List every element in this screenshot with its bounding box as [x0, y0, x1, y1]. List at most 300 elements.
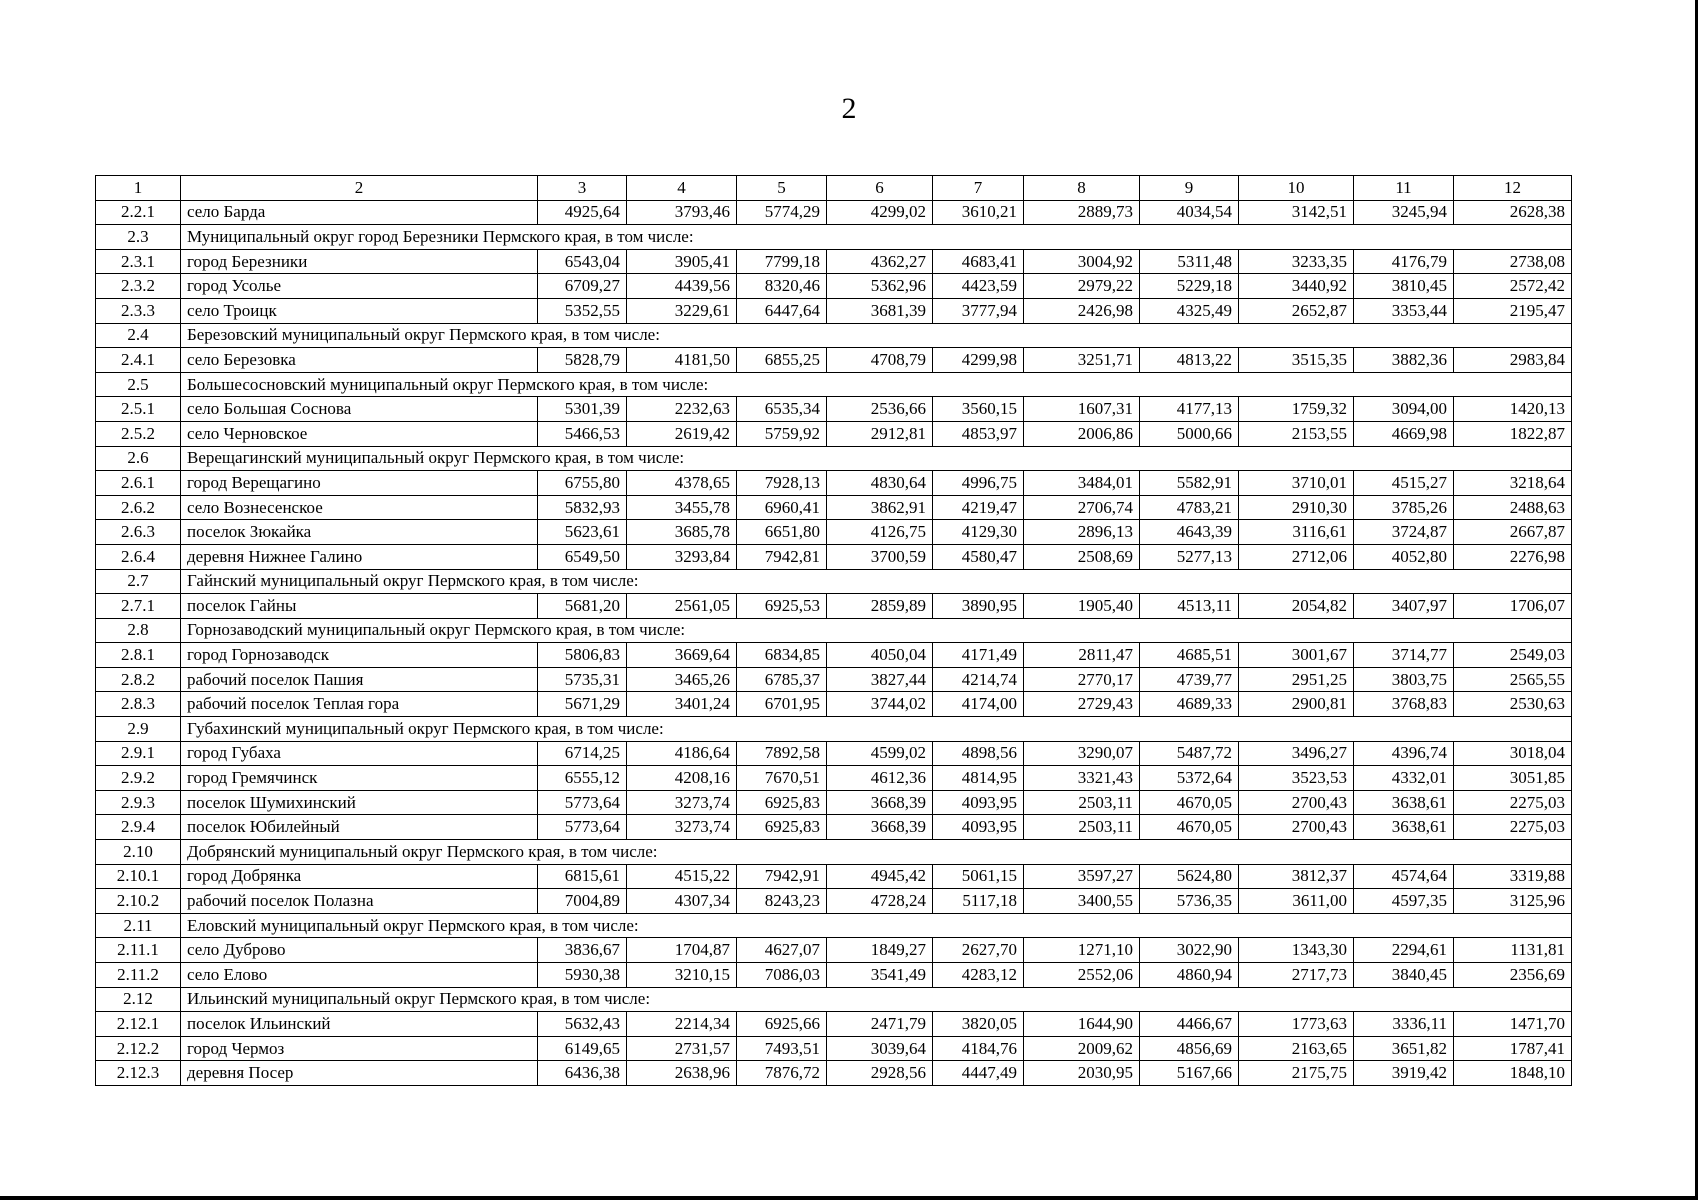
- value-cell: 2276,98: [1454, 544, 1572, 569]
- value-cell: 2667,87: [1454, 520, 1572, 545]
- value-cell: 2700,43: [1239, 815, 1354, 840]
- row-number: 2.10: [96, 840, 181, 865]
- value-cell: 4670,05: [1140, 815, 1239, 840]
- header-cell: 1: [96, 176, 181, 201]
- value-cell: 4515,27: [1354, 471, 1454, 496]
- settlement-name: поселок Гайны: [181, 594, 538, 619]
- value-cell: 2572,42: [1454, 274, 1572, 299]
- value-cell: 3840,45: [1354, 963, 1454, 988]
- value-cell: 3890,95: [933, 594, 1024, 619]
- header-cell: 10: [1239, 176, 1354, 201]
- value-cell: 4925,64: [538, 200, 627, 225]
- value-cell: 3233,35: [1239, 249, 1354, 274]
- value-cell: 2508,69: [1024, 544, 1140, 569]
- value-cell: 4860,94: [1140, 963, 1239, 988]
- value-cell: 1905,40: [1024, 594, 1140, 619]
- value-cell: 5828,79: [538, 348, 627, 373]
- table-row: [96, 815, 1572, 840]
- value-cell: 6925,66: [737, 1012, 827, 1037]
- value-cell: 3700,59: [827, 544, 933, 569]
- value-cell: 3039,64: [827, 1036, 933, 1061]
- value-cell: 3273,74: [627, 815, 737, 840]
- value-cell: 3001,67: [1239, 643, 1354, 668]
- table-group-row: [96, 618, 1572, 643]
- value-cell: 2627,70: [933, 938, 1024, 963]
- value-cell: 4423,59: [933, 274, 1024, 299]
- value-cell: 7493,51: [737, 1036, 827, 1061]
- value-cell: 3597,27: [1024, 864, 1140, 889]
- value-cell: 2889,73: [1024, 200, 1140, 225]
- row-number: 2.7.1: [96, 594, 181, 619]
- value-cell: 2530,63: [1454, 692, 1572, 717]
- row-number: 2.10.1: [96, 864, 181, 889]
- value-cell: 4052,80: [1354, 544, 1454, 569]
- value-cell: 3862,91: [827, 495, 933, 520]
- value-cell: 3669,64: [627, 643, 737, 668]
- value-cell: 2912,81: [827, 421, 933, 446]
- value-cell: 5759,92: [737, 421, 827, 446]
- value-cell: 6785,37: [737, 667, 827, 692]
- value-cell: 4181,50: [627, 348, 737, 373]
- value-cell: 7086,03: [737, 963, 827, 988]
- group-title: Добрянский муниципальный округ Пермского края, в том числе:: [181, 840, 1572, 865]
- value-cell: 2738,08: [1454, 249, 1572, 274]
- value-cell: 3681,39: [827, 298, 933, 323]
- value-cell: 6543,04: [538, 249, 627, 274]
- value-cell: 3321,43: [1024, 766, 1140, 791]
- value-cell: 3714,77: [1354, 643, 1454, 668]
- settlement-name: город Гремячинск: [181, 766, 538, 791]
- value-cell: 5735,31: [538, 667, 627, 692]
- group-title: Губахинский муниципальный округ Пермского края, в том числе:: [181, 717, 1572, 742]
- value-cell: 2652,87: [1239, 298, 1354, 323]
- value-cell: 2700,43: [1239, 790, 1354, 815]
- value-cell: 3836,67: [538, 938, 627, 963]
- value-cell: 3638,61: [1354, 815, 1454, 840]
- value-cell: 4683,41: [933, 249, 1024, 274]
- value-cell: 2030,95: [1024, 1061, 1140, 1086]
- value-cell: 3210,15: [627, 963, 737, 988]
- value-cell: 1271,10: [1024, 938, 1140, 963]
- settlement-name: село Черновское: [181, 421, 538, 446]
- value-cell: 4093,95: [933, 815, 1024, 840]
- value-cell: 4208,16: [627, 766, 737, 791]
- value-cell: 4126,75: [827, 520, 933, 545]
- settlement-name: село Барда: [181, 200, 538, 225]
- group-title: Гайнский муниципальный округ Пермского края, в том числе:: [181, 569, 1572, 594]
- value-cell: 4171,49: [933, 643, 1024, 668]
- value-cell: 1848,10: [1454, 1061, 1572, 1086]
- value-cell: 3465,26: [627, 667, 737, 692]
- value-cell: 4669,98: [1354, 421, 1454, 446]
- value-cell: 4214,74: [933, 667, 1024, 692]
- row-number: 2.6.4: [96, 544, 181, 569]
- value-cell: 3710,01: [1239, 471, 1354, 496]
- value-cell: 3251,71: [1024, 348, 1140, 373]
- value-cell: 2163,65: [1239, 1036, 1354, 1061]
- value-cell: 3668,39: [827, 790, 933, 815]
- value-cell: 2770,17: [1024, 667, 1140, 692]
- value-cell: 4299,02: [827, 200, 933, 225]
- value-cell: 6834,85: [737, 643, 827, 668]
- value-cell: 2561,05: [627, 594, 737, 619]
- value-cell: 4739,77: [1140, 667, 1239, 692]
- header-cell: 8: [1024, 176, 1140, 201]
- table-body: [96, 176, 1572, 1086]
- table-row: [96, 495, 1572, 520]
- value-cell: 3803,75: [1354, 667, 1454, 692]
- value-cell: 5372,64: [1140, 766, 1239, 791]
- value-cell: 3142,51: [1239, 200, 1354, 225]
- value-cell: 4034,54: [1140, 200, 1239, 225]
- row-number: 2.6.1: [96, 471, 181, 496]
- value-cell: 4783,21: [1140, 495, 1239, 520]
- value-cell: 2549,03: [1454, 643, 1572, 668]
- value-cell: 2628,38: [1454, 200, 1572, 225]
- value-cell: 4299,98: [933, 348, 1024, 373]
- value-cell: 2619,42: [627, 421, 737, 446]
- row-number: 2.2.1: [96, 200, 181, 225]
- table-row: [96, 963, 1572, 988]
- value-cell: 4627,07: [737, 938, 827, 963]
- value-cell: 4856,69: [1140, 1036, 1239, 1061]
- value-cell: 3820,05: [933, 1012, 1024, 1037]
- row-number: 2.12: [96, 987, 181, 1012]
- value-cell: 2488,63: [1454, 495, 1572, 520]
- value-cell: 3496,27: [1239, 741, 1354, 766]
- value-cell: 3744,02: [827, 692, 933, 717]
- value-cell: 4050,04: [827, 643, 933, 668]
- table-row: [96, 790, 1572, 815]
- settlement-name: город Губаха: [181, 741, 538, 766]
- row-number: 2.9: [96, 717, 181, 742]
- value-cell: 6555,12: [538, 766, 627, 791]
- value-cell: 6651,80: [737, 520, 827, 545]
- value-cell: 4129,30: [933, 520, 1024, 545]
- value-cell: 3827,44: [827, 667, 933, 692]
- value-cell: 2153,55: [1239, 421, 1354, 446]
- value-cell: 2811,47: [1024, 643, 1140, 668]
- row-number: 2.8.2: [96, 667, 181, 692]
- value-cell: 3882,36: [1354, 348, 1454, 373]
- value-cell: 1471,70: [1454, 1012, 1572, 1037]
- value-cell: 2731,57: [627, 1036, 737, 1061]
- header-cell: 7: [933, 176, 1024, 201]
- settlement-name: село Большая Соснова: [181, 397, 538, 422]
- value-cell: 3407,97: [1354, 594, 1454, 619]
- value-cell: 1644,90: [1024, 1012, 1140, 1037]
- header-cell: 12: [1454, 176, 1572, 201]
- value-cell: 5352,55: [538, 298, 627, 323]
- row-number: 2.8: [96, 618, 181, 643]
- value-cell: 2275,03: [1454, 790, 1572, 815]
- value-cell: 3560,15: [933, 397, 1024, 422]
- value-cell: 2896,13: [1024, 520, 1140, 545]
- table-row: [96, 249, 1572, 274]
- value-cell: 6549,50: [538, 544, 627, 569]
- value-cell: 4332,01: [1354, 766, 1454, 791]
- row-number: 2.3.1: [96, 249, 181, 274]
- value-cell: 3400,55: [1024, 889, 1140, 914]
- value-cell: 4689,33: [1140, 692, 1239, 717]
- value-cell: 4574,64: [1354, 864, 1454, 889]
- header-cell: 4: [627, 176, 737, 201]
- value-cell: 5806,83: [538, 643, 627, 668]
- table-row: [96, 471, 1572, 496]
- value-cell: 1773,63: [1239, 1012, 1354, 1037]
- table-row: [96, 938, 1572, 963]
- header-cell: 11: [1354, 176, 1454, 201]
- value-cell: 4853,97: [933, 421, 1024, 446]
- value-cell: 2951,25: [1239, 667, 1354, 692]
- header-cell: 5: [737, 176, 827, 201]
- value-cell: 6855,25: [737, 348, 827, 373]
- value-cell: 4708,79: [827, 348, 933, 373]
- value-cell: 5773,64: [538, 790, 627, 815]
- group-title: Горнозаводский муниципальный округ Пермского края, в том числе:: [181, 618, 1572, 643]
- value-cell: 3455,78: [627, 495, 737, 520]
- value-cell: 2859,89: [827, 594, 933, 619]
- value-cell: 2054,82: [1239, 594, 1354, 619]
- value-cell: 3919,42: [1354, 1061, 1454, 1086]
- value-cell: 4515,22: [627, 864, 737, 889]
- table-row: [96, 1061, 1572, 1086]
- settlement-name: село Троицк: [181, 298, 538, 323]
- settlement-name: поселок Зюкайка: [181, 520, 538, 545]
- value-cell: 1822,87: [1454, 421, 1572, 446]
- value-cell: 2552,06: [1024, 963, 1140, 988]
- value-cell: 2638,96: [627, 1061, 737, 1086]
- value-cell: 4599,02: [827, 741, 933, 766]
- value-cell: 7670,51: [737, 766, 827, 791]
- settlement-name: город Верещагино: [181, 471, 538, 496]
- value-cell: 5773,64: [538, 815, 627, 840]
- value-cell: 6447,64: [737, 298, 827, 323]
- value-cell: 3523,53: [1239, 766, 1354, 791]
- table-header-row: [96, 176, 1572, 201]
- settlement-name: город Усолье: [181, 274, 538, 299]
- settlement-name: рабочий поселок Полазна: [181, 889, 538, 914]
- value-cell: 4447,49: [933, 1061, 1024, 1086]
- table-row: [96, 348, 1572, 373]
- value-cell: 2900,81: [1239, 692, 1354, 717]
- table-row: [96, 1036, 1572, 1061]
- value-cell: 1706,07: [1454, 594, 1572, 619]
- value-cell: 7928,13: [737, 471, 827, 496]
- table-group-row: [96, 569, 1572, 594]
- table-row: [96, 766, 1572, 791]
- value-cell: 6815,61: [538, 864, 627, 889]
- table-row: [96, 692, 1572, 717]
- value-cell: 3440,92: [1239, 274, 1354, 299]
- row-number: 2.6: [96, 446, 181, 471]
- value-cell: 5624,80: [1140, 864, 1239, 889]
- value-cell: 2503,11: [1024, 790, 1140, 815]
- value-cell: 4439,56: [627, 274, 737, 299]
- value-cell: 4307,34: [627, 889, 737, 914]
- value-cell: 3290,07: [1024, 741, 1140, 766]
- value-cell: 4945,42: [827, 864, 933, 889]
- value-cell: 4176,79: [1354, 249, 1454, 274]
- settlement-name: поселок Ильинский: [181, 1012, 538, 1037]
- group-title: Верещагинский муниципальный округ Пермского края, в том числе:: [181, 446, 1572, 471]
- settlement-name: рабочий поселок Теплая гора: [181, 692, 538, 717]
- value-cell: 3484,01: [1024, 471, 1140, 496]
- settlement-name: деревня Нижнее Галино: [181, 544, 538, 569]
- value-cell: 6714,25: [538, 741, 627, 766]
- value-cell: 2232,63: [627, 397, 737, 422]
- value-cell: 8320,46: [737, 274, 827, 299]
- group-title: Еловский муниципальный округ Пермского края, в том числе:: [181, 913, 1572, 938]
- value-cell: 3319,88: [1454, 864, 1572, 889]
- value-cell: 2356,69: [1454, 963, 1572, 988]
- settlement-name: село Вознесенское: [181, 495, 538, 520]
- table-group-row: [96, 913, 1572, 938]
- value-cell: 3004,92: [1024, 249, 1140, 274]
- table-row: [96, 298, 1572, 323]
- table-row: [96, 864, 1572, 889]
- table-group-row: [96, 717, 1572, 742]
- table-row: [96, 1012, 1572, 1037]
- value-cell: 3812,37: [1239, 864, 1354, 889]
- value-cell: 3810,45: [1354, 274, 1454, 299]
- value-cell: 3401,24: [627, 692, 737, 717]
- value-cell: 5832,93: [538, 495, 627, 520]
- row-number: 2.6.2: [96, 495, 181, 520]
- value-cell: 2503,11: [1024, 815, 1140, 840]
- settlement-name: поселок Шумихинский: [181, 790, 538, 815]
- value-cell: 3768,83: [1354, 692, 1454, 717]
- value-cell: 4184,76: [933, 1036, 1024, 1061]
- value-cell: 5671,29: [538, 692, 627, 717]
- table-row: [96, 741, 1572, 766]
- row-number: 2.3: [96, 225, 181, 250]
- value-cell: 1759,32: [1239, 397, 1354, 422]
- value-cell: 6925,83: [737, 790, 827, 815]
- value-cell: 2195,47: [1454, 298, 1572, 323]
- value-cell: 2928,56: [827, 1061, 933, 1086]
- value-cell: 4685,51: [1140, 643, 1239, 668]
- value-cell: 1849,27: [827, 938, 933, 963]
- value-cell: 5277,13: [1140, 544, 1239, 569]
- value-cell: 7876,72: [737, 1061, 827, 1086]
- value-cell: 3685,78: [627, 520, 737, 545]
- value-cell: 4898,56: [933, 741, 1024, 766]
- value-cell: 7799,18: [737, 249, 827, 274]
- value-cell: 3611,00: [1239, 889, 1354, 914]
- value-cell: 4830,64: [827, 471, 933, 496]
- value-cell: 6755,80: [538, 471, 627, 496]
- table-group-row: [96, 840, 1572, 865]
- value-cell: 2979,22: [1024, 274, 1140, 299]
- value-cell: 5930,38: [538, 963, 627, 988]
- value-cell: 3541,49: [827, 963, 933, 988]
- value-cell: 4580,47: [933, 544, 1024, 569]
- value-cell: 5774,29: [737, 200, 827, 225]
- table-row: [96, 520, 1572, 545]
- value-cell: 2910,30: [1239, 495, 1354, 520]
- value-cell: 4612,36: [827, 766, 933, 791]
- value-cell: 3245,94: [1354, 200, 1454, 225]
- value-cell: 2294,61: [1354, 938, 1454, 963]
- row-number: 2.5.1: [96, 397, 181, 422]
- value-cell: 3051,85: [1454, 766, 1572, 791]
- table-row: [96, 544, 1572, 569]
- value-cell: 5681,20: [538, 594, 627, 619]
- row-number: 2.11: [96, 913, 181, 938]
- value-cell: 3793,46: [627, 200, 737, 225]
- row-number: 2.3.3: [96, 298, 181, 323]
- scan-edge-bottom: [0, 1196, 1698, 1200]
- row-number: 2.3.2: [96, 274, 181, 299]
- group-title: Ильинский муниципальный округ Пермского края, в том числе:: [181, 987, 1572, 1012]
- value-cell: 3116,61: [1239, 520, 1354, 545]
- table-group-row: [96, 372, 1572, 397]
- value-cell: 1704,87: [627, 938, 737, 963]
- table-group-row: [96, 225, 1572, 250]
- value-cell: 6149,65: [538, 1036, 627, 1061]
- value-cell: 1420,13: [1454, 397, 1572, 422]
- settlement-name: город Горнозаводск: [181, 643, 538, 668]
- value-cell: 2275,03: [1454, 815, 1572, 840]
- table-row: [96, 274, 1572, 299]
- value-cell: 2214,34: [627, 1012, 737, 1037]
- value-cell: 2717,73: [1239, 963, 1354, 988]
- value-cell: 5117,18: [933, 889, 1024, 914]
- value-cell: 7942,91: [737, 864, 827, 889]
- value-cell: 2712,06: [1239, 544, 1354, 569]
- value-cell: 4396,74: [1354, 741, 1454, 766]
- table-row: [96, 643, 1572, 668]
- value-cell: 5061,15: [933, 864, 1024, 889]
- header-cell: 2: [181, 176, 538, 201]
- table-row: [96, 889, 1572, 914]
- value-cell: 4513,11: [1140, 594, 1239, 619]
- row-number: 2.8.3: [96, 692, 181, 717]
- table-row: [96, 397, 1572, 422]
- value-cell: 5000,66: [1140, 421, 1239, 446]
- value-cell: 4283,12: [933, 963, 1024, 988]
- value-cell: 7942,81: [737, 544, 827, 569]
- row-number: 2.6.3: [96, 520, 181, 545]
- value-cell: 3724,87: [1354, 520, 1454, 545]
- table-row: [96, 667, 1572, 692]
- settlement-name: город Добрянка: [181, 864, 538, 889]
- value-cell: 3638,61: [1354, 790, 1454, 815]
- value-cell: 2009,62: [1024, 1036, 1140, 1061]
- table-container: [95, 175, 1572, 1086]
- row-number: 2.9.4: [96, 815, 181, 840]
- value-cell: 4325,49: [1140, 298, 1239, 323]
- settlement-name: город Чермоз: [181, 1036, 538, 1061]
- value-cell: 2706,74: [1024, 495, 1140, 520]
- value-cell: 2565,55: [1454, 667, 1572, 692]
- value-cell: 5736,35: [1140, 889, 1239, 914]
- settlement-name: деревня Посер: [181, 1061, 538, 1086]
- value-cell: 3218,64: [1454, 471, 1572, 496]
- settlement-name: село Дуброво: [181, 938, 538, 963]
- value-cell: 4643,39: [1140, 520, 1239, 545]
- header-cell: 9: [1140, 176, 1239, 201]
- settlement-name: село Елово: [181, 963, 538, 988]
- value-cell: 3018,04: [1454, 741, 1572, 766]
- value-cell: 3515,35: [1239, 348, 1354, 373]
- row-number: 2.9.2: [96, 766, 181, 791]
- value-cell: 6436,38: [538, 1061, 627, 1086]
- row-number: 2.12.2: [96, 1036, 181, 1061]
- value-cell: 3094,00: [1354, 397, 1454, 422]
- value-cell: 4996,75: [933, 471, 1024, 496]
